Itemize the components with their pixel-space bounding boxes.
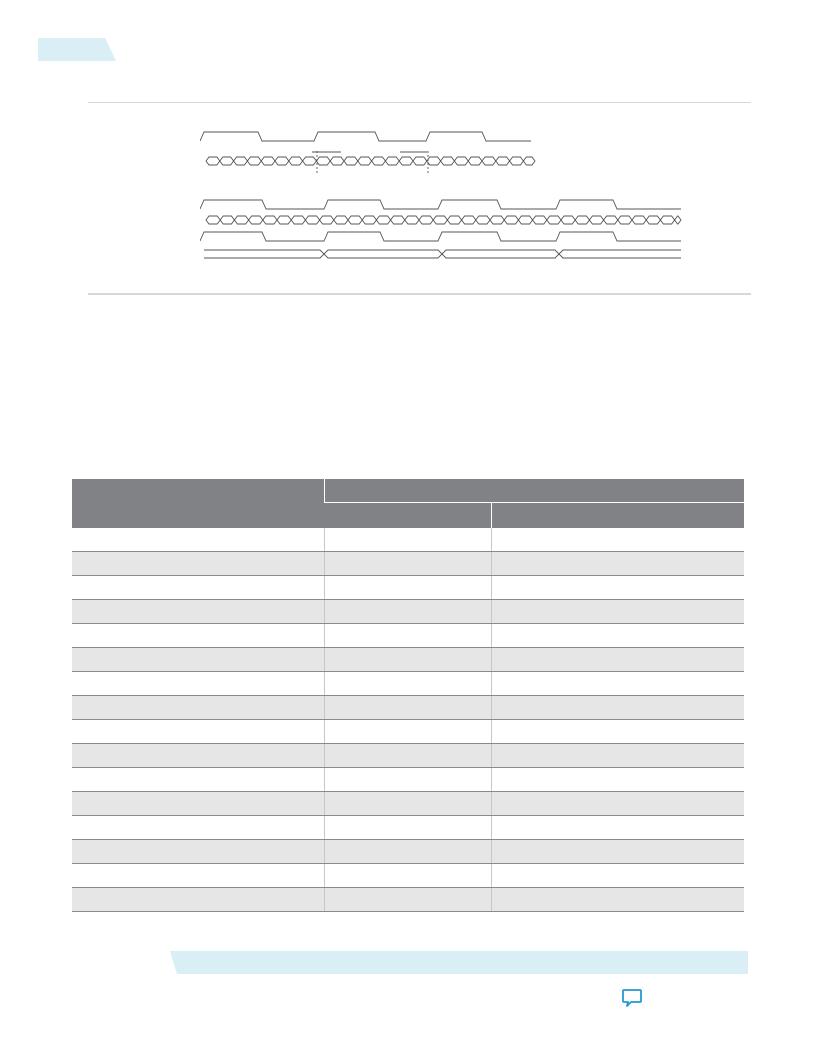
figure-top-rule — [88, 102, 751, 103]
table-cell — [491, 648, 744, 672]
table-row — [72, 672, 744, 696]
table-cell — [72, 552, 324, 576]
table-cell — [324, 576, 491, 600]
figure-bottom-rule — [88, 293, 751, 295]
table-cell — [324, 696, 491, 720]
table-cell — [324, 672, 491, 696]
data-bus-3 — [204, 250, 681, 258]
table-cell — [324, 840, 491, 864]
table-cell — [72, 624, 324, 648]
table-cell — [491, 768, 744, 792]
table-cell — [491, 696, 744, 720]
table-row — [72, 840, 744, 864]
table-cell — [324, 792, 491, 816]
table-cell — [324, 816, 491, 840]
clock-signal-3 — [200, 232, 681, 241]
table-cell — [72, 696, 324, 720]
table-row — [72, 888, 744, 912]
speech-bubble-icon[interactable] — [621, 987, 643, 1009]
table-cell — [72, 720, 324, 744]
table-row — [72, 552, 744, 576]
table-header-cell — [491, 503, 744, 529]
table-cell — [72, 840, 324, 864]
data-bus-1 — [206, 157, 535, 165]
footer-bar — [170, 951, 748, 974]
table-cell — [72, 864, 324, 888]
table-header-cell — [324, 479, 744, 503]
table-cell — [491, 720, 744, 744]
table-cell — [491, 744, 744, 768]
table-cell — [491, 528, 744, 552]
table-cell — [72, 600, 324, 624]
table-row — [72, 648, 744, 672]
table-cell — [72, 528, 324, 552]
table-cell — [491, 576, 744, 600]
table-cell — [324, 600, 491, 624]
table-cell — [324, 864, 491, 888]
table-cell — [491, 792, 744, 816]
table-cell — [72, 576, 324, 600]
clock-signal-2 — [200, 200, 681, 209]
table-row — [72, 744, 744, 768]
data-bus-2 — [206, 216, 681, 224]
table-row — [72, 864, 744, 888]
table-cell — [491, 888, 744, 912]
table-header-cell — [324, 503, 491, 529]
table-cell — [72, 792, 324, 816]
table-cell — [491, 600, 744, 624]
table-cell — [491, 624, 744, 648]
table-cell — [324, 552, 491, 576]
table-cell — [491, 672, 744, 696]
table-cell — [72, 648, 324, 672]
table-cell — [491, 840, 744, 864]
table-row — [72, 768, 744, 792]
table-row — [72, 528, 744, 552]
table-row — [72, 624, 744, 648]
table-row — [72, 600, 744, 624]
clock-signal-1 — [200, 132, 531, 141]
table-row — [72, 816, 744, 840]
table-cell — [324, 744, 491, 768]
timing-diagram — [200, 125, 690, 260]
table-cell — [72, 888, 324, 912]
table-cell — [72, 768, 324, 792]
table-cell — [72, 744, 324, 768]
table-cell — [324, 768, 491, 792]
table-row — [72, 696, 744, 720]
page-header-tab — [38, 38, 116, 61]
table-cell — [491, 864, 744, 888]
table-cell — [324, 528, 491, 552]
table-cell — [324, 624, 491, 648]
table-row — [72, 720, 744, 744]
table-cell — [491, 816, 744, 840]
table-cell — [72, 672, 324, 696]
data-table — [72, 479, 744, 912]
table-cell — [324, 720, 491, 744]
table-row — [72, 792, 744, 816]
table-cell — [491, 552, 744, 576]
table-header-cell — [72, 479, 324, 528]
table-cell — [324, 888, 491, 912]
table-cell — [324, 648, 491, 672]
table-row — [72, 576, 744, 600]
table-cell — [72, 816, 324, 840]
